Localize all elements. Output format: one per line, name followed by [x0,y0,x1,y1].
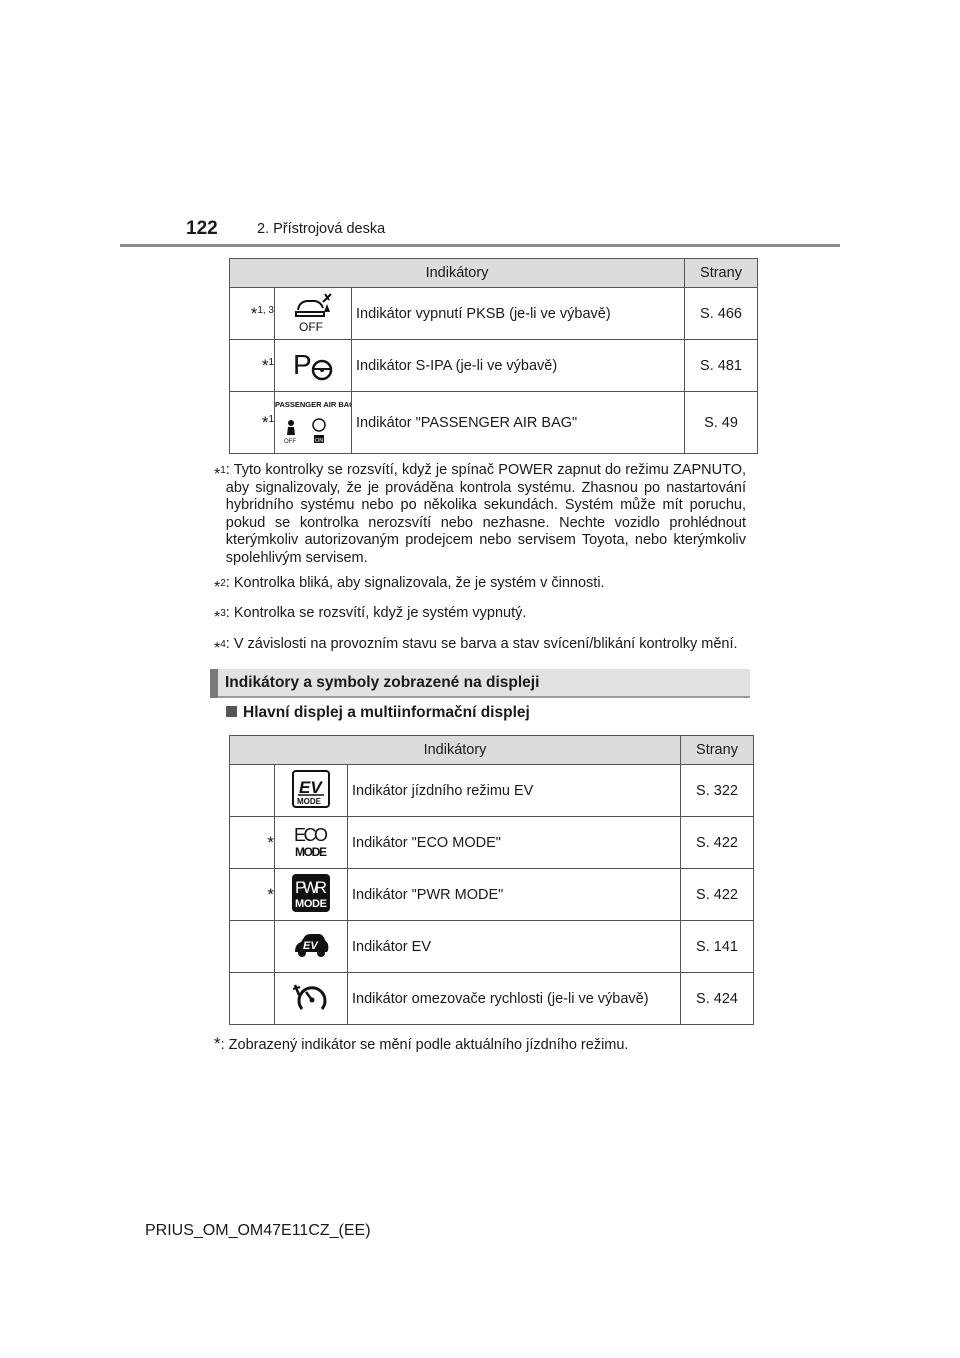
page-reference: S. 49 [685,392,758,454]
table-row [230,973,754,1025]
footnote-marker: * [230,817,275,869]
table-row [230,817,754,869]
page-reference: S. 141 [681,921,754,973]
footnote-marker: *$^{1, 3}$ [230,288,275,340]
pwr-mode-icon [275,869,348,921]
indicator-description: Indikátor "PWR MODE" [348,869,681,921]
footnote-marker: *$^1$ [230,340,275,392]
svg-text:OFF: OFF [299,319,323,334]
indicator-description: Indikátor EV [348,921,681,973]
table-header-row [230,259,758,288]
ev-mode-icon [275,765,348,817]
indicator-description: Indikátor "ECO MODE" [348,817,681,869]
table-row [230,288,758,340]
svg-text:MODE: MODE [295,844,327,859]
square-bullet-icon [226,706,237,717]
s-ipa-icon [275,340,352,392]
footnote-marker [230,921,275,973]
subheading: Hlavní displej a multiinformační displej [226,704,530,722]
table-header-row [230,736,754,765]
indicator-description: Indikátor omezovače rychlosti (je-li ve výbavě) [348,973,681,1025]
svg-text:MODE: MODE [295,897,327,910]
footnote-marker: *$^1$ [230,392,275,454]
svg-text:PASSENGER AIR BAG: PASSENGER AIR BAG [275,399,351,409]
page-reference: S. 466 [685,288,758,340]
table-row [230,340,758,392]
indicator-table-2 [229,735,754,1025]
section-heading-bar [210,669,750,698]
page-reference: S. 422 [681,817,754,869]
section-accent [210,669,218,698]
speed-limiter-icon [275,973,348,1025]
column-header-indicators: Indikátory [230,736,681,765]
page-reference: S. 322 [681,765,754,817]
page-number: 122 [186,218,218,239]
page-reference: S. 481 [685,340,758,392]
footnote-3: *$^3$ : Kontrolka se rozsvítí, když je systém vypnutý. [214,605,527,627]
footnotes [214,462,746,666]
svg-text:PWR: PWR [295,877,327,897]
footnote-4: *$^4$ : V závislosti na provozním stavu se barva a stav svícení/blikání kontrolky mění. [214,635,738,657]
document-footer: PRIUS_OM_OM47E11CZ_(EE) [145,1222,371,1239]
page-reference: S. 422 [681,869,754,921]
svg-text:OFF: OFF [284,438,296,445]
svg-text:MODE: MODE [297,796,321,806]
header-divider [120,244,840,247]
svg-text:ECO: ECO [294,824,328,845]
table-row [230,765,754,817]
footnote-2: *$^2$ : Kontrolka bliká, aby signalizovala, že je systém v činnosti. [214,575,605,596]
footnote-marker: * [230,869,275,921]
svg-text:EV: EV [299,777,322,797]
chapter-title: 2. Přístrojová deska [257,221,386,237]
svg-text:ON: ON [315,437,324,444]
column-header-indicators: Indikátory [230,259,685,288]
svg-text:EV: EV [303,939,318,952]
column-header-pages: Strany [681,736,754,765]
footnote-1: *$^1$ : Tyto kontrolky se rozsvítí, když je spínač POWER zapnut do režimu ZAPNUTO, aby signalizovaly, že je prováděna kontrola systému. Zhasnou po nastartování hybridního systému nebo po několika sekundách. Systém může mít poruchu, pokud se kontrolka nerozsvítí nebo nezhasne. Nechte vozidlo prohlédnout kterýmkoliv autorizovaným prodejcem nebo servisem Toyota, nebo kterýmkoliv spolehlivým servisem. [214,462,746,566]
indicator-description: Indikátor "PASSENGER AIR BAG" [352,392,685,454]
indicator-description: Indikátor S-IPA (je-li ve výbavě) [352,340,685,392]
column-header-pages: Strany [685,259,758,288]
ev-indicator-icon [275,921,348,973]
svg-text:P: P [293,348,312,380]
page-reference: S. 424 [681,973,754,1025]
table-footnote: *: Zobrazený indikátor se mění podle aktuálního jízdního režimu. [214,1034,629,1053]
table-row [230,869,754,921]
indicator-table-1 [229,258,758,454]
table-row [230,392,758,454]
pksb-off-icon [275,288,352,340]
footnote-marker [230,765,275,817]
passenger-airbag-icon [275,392,352,454]
indicator-description: Indikátor vypnutí PKSB (je-li ve výbavě) [352,288,685,340]
section-title: Indikátory a symboly zobrazené na displeji [225,674,540,691]
footnote-marker [230,973,275,1025]
eco-mode-icon [275,817,348,869]
table-row [230,921,754,973]
indicator-description: Indikátor jízdního režimu EV [348,765,681,817]
